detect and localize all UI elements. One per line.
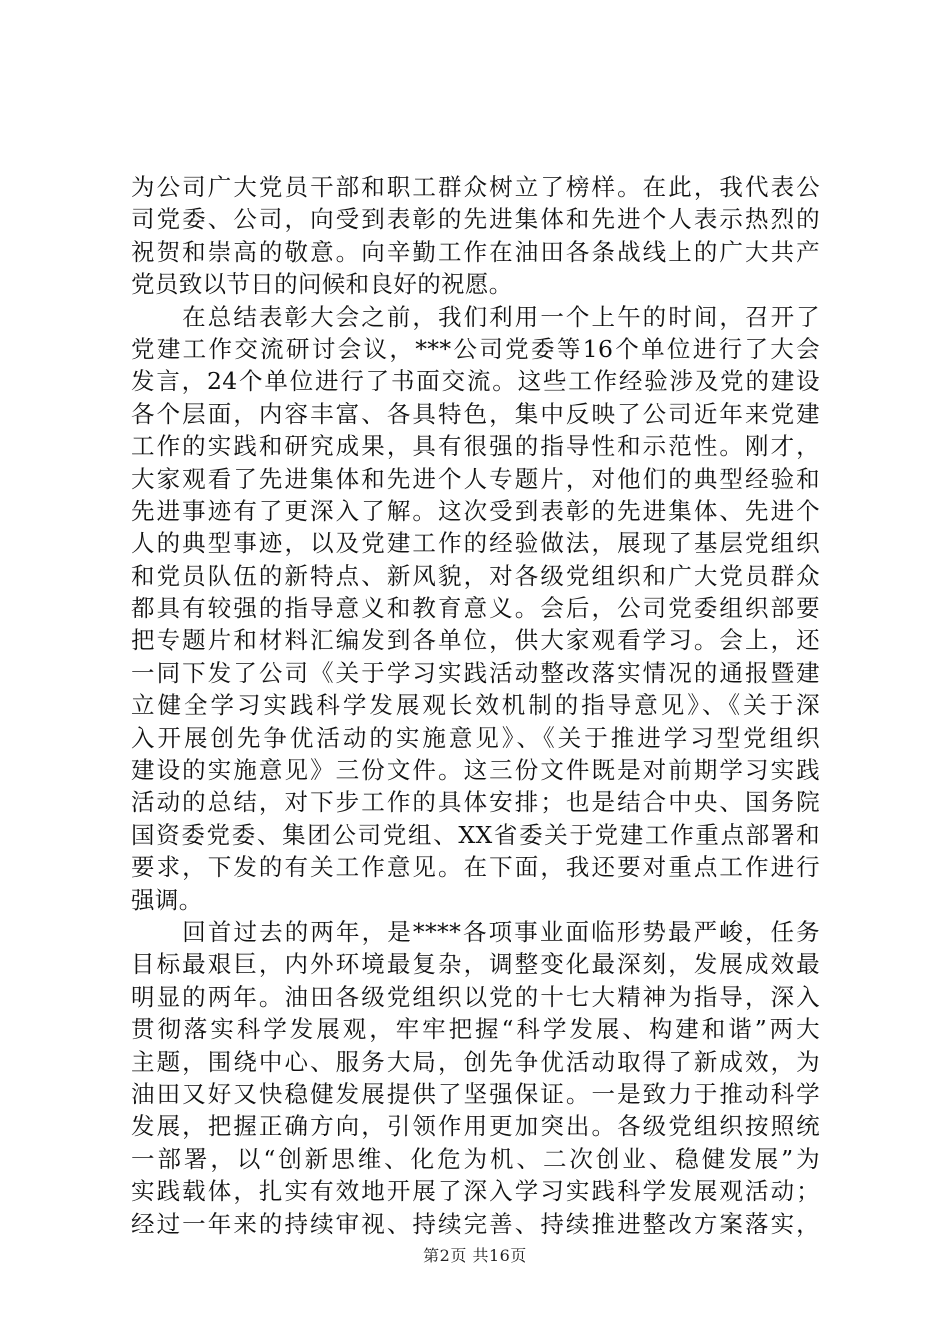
text-line: 发展，把握正确方向，引领作用更加突出。各级党组织按照统	[131, 1112, 820, 1141]
text-line: 油田又好又快稳健发展提供了坚强保证。一是致力于推动科学	[131, 1079, 820, 1108]
text-line: 各个层面，内容丰富、各具特色，集中反映了公司近年来党建	[131, 399, 820, 428]
text-line: 活动的总结，对下步工作的具体安排；也是结合中央、国务院	[131, 788, 820, 817]
text-line: 一同下发了公司《关于学习实践活动整改落实情况的通报暨建	[131, 658, 820, 687]
text-line: 目标最艰巨，内外环境最复杂，调整变化最深刻，发展成效最	[131, 950, 820, 979]
text-line: 要求，下发的有关工作意见。在下面，我还要对重点工作进行	[131, 853, 820, 882]
text-line: 立健全学习实践科学发展观长效机制的指导意见》、《关于深	[131, 691, 820, 720]
text-line: 一部署，以“创新思维、化危为机、二次创业、稳健发展”为	[131, 1144, 820, 1173]
text-line: 祝贺和崇高的敬意。向辛勤工作在油田各条战线上的广大共产	[131, 237, 820, 266]
text-line: 大家观看了先进集体和先进个人专题片，对他们的典型经验和	[131, 464, 820, 493]
text-line: 回首过去的两年，是****各项事业面临形势最严峻，任务	[131, 917, 820, 946]
paragraph-2	[131, 301, 820, 916]
text-line: 在总结表彰大会之前，我们利用一个上午的时间，召开了	[131, 302, 820, 331]
text-line: 发言，24个单位进行了书面交流。这些工作经验涉及党的建设	[131, 367, 820, 396]
text-line: 人的典型事迹，以及党建工作的经验做法，展现了基层党组织	[131, 529, 820, 558]
text-line: 强调。	[131, 885, 203, 914]
paragraph-3	[131, 916, 820, 1240]
text-line: 主题，围绕中心、服务大局，创先争优活动取得了新成效，为	[131, 1047, 820, 1076]
text-line: 入开展创先争优活动的实施意见》、《关于推进学习型党组织	[131, 723, 820, 752]
paragraph-1	[131, 171, 820, 301]
text-line: 先进事迹有了更深入了解。这次受到表彰的先进集体、先进个	[131, 496, 820, 525]
page-number-footer: 第2页 共16页	[423, 1246, 527, 1265]
text-line: 都具有较强的指导意义和教育意义。会后，公司党委组织部要	[131, 594, 820, 623]
text-line: 党建工作交流研讨会议，***公司党委等16个单位进行了大会	[131, 334, 820, 363]
text-line: 实践载体，扎实有效地开展了深入学习实践科学发展观活动；	[131, 1177, 820, 1206]
document-body	[131, 171, 820, 1240]
text-line: 党员致以节日的问候和良好的祝愿。	[131, 270, 513, 299]
text-line: 国资委党委、集团公司党组、XX省委关于党建工作重点部署和	[131, 820, 820, 849]
text-line: 贯彻落实科学发展观，牢牢把握“科学发展、构建和谐”两大	[131, 1015, 820, 1044]
text-line: 工作的实践和研究成果，具有很强的指导性和示范性。刚才，	[131, 432, 820, 461]
text-line: 为公司广大党员干部和职工群众树立了榜样。在此，我代表公	[131, 173, 820, 201]
text-line: 司党委、公司，向受到表彰的先进集体和先进个人表示热烈的	[131, 205, 820, 234]
text-line: 明显的两年。油田各级党组织以党的十七大精神为指导，深入	[131, 982, 820, 1011]
text-line: 把专题片和材料汇编发到各单位，供大家观看学习。会上，还	[131, 626, 820, 655]
text-line: 建设的实施意见》三份文件。这三份文件既是对前期学习实践	[131, 756, 820, 785]
text-line: 和党员队伍的新特点、新风貌，对各级党组织和广大党员群众	[131, 561, 820, 590]
text-line: 经过一年来的持续审视、持续完善、持续推进整改方案落实，	[131, 1209, 820, 1238]
